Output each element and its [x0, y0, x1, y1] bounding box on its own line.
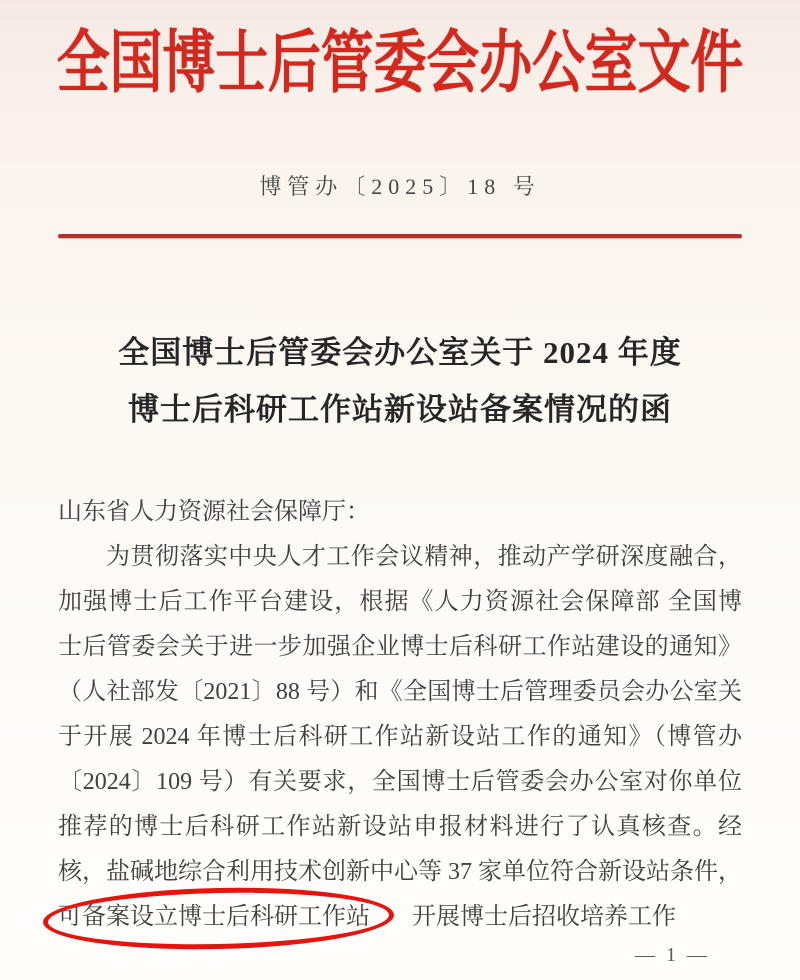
circled-text-wrap [58, 895, 370, 940]
body-line: 为贯彻落实中央人才工作会议精神，推动产学研深度融合， [106, 544, 742, 570]
body-line: 于开展 2024 年博士后科研工作站新设站工作的通知》（博管办 [58, 724, 742, 750]
body-line: 核，盐碱地综合利用技术创新中心等 37 家单位符合新设站条件， [58, 859, 742, 885]
body-line-annotated [58, 895, 742, 940]
circled-text: 可备案设立博士后科研工作站 [58, 904, 370, 930]
body-line: 士后管委会关于进一步加强企业博士后科研工作站建设的通知》 [58, 634, 742, 660]
letterhead-title: 全国博士后管委会办公室文件 [56, 25, 744, 101]
document-title [0, 324, 800, 438]
after-circled-text: 开展博士后招收培养工作 [412, 904, 676, 930]
document-number: 博管办〔2025〕18 号 [259, 174, 541, 199]
red-divider-line [58, 234, 742, 238]
addressee: 山东省人力资源社会保障厅： [58, 499, 370, 525]
page-number: — 1 — [635, 944, 710, 966]
document-body [58, 490, 742, 940]
document-title-line2: 博士后科研工作站新设站备案情况的函 [128, 392, 672, 427]
body-line: 〔2024〕109 号）有关要求，全国博士后管委会办公室对你单位 [58, 769, 742, 795]
document-title-line1: 全国博士后管委会办公室关于 2024 年度 [118, 335, 682, 370]
body-line: 推荐的博士后科研工作站新设站申报材料进行了认真核查。经 [58, 814, 742, 840]
body-line: 加强博士后工作平台建设，根据《人力资源社会保障部 全国博 [58, 589, 742, 615]
letterhead [0, 0, 800, 102]
body-line: （人社部发〔2021〕88 号）和《全国博士后管理委员会办公室关 [58, 679, 742, 705]
